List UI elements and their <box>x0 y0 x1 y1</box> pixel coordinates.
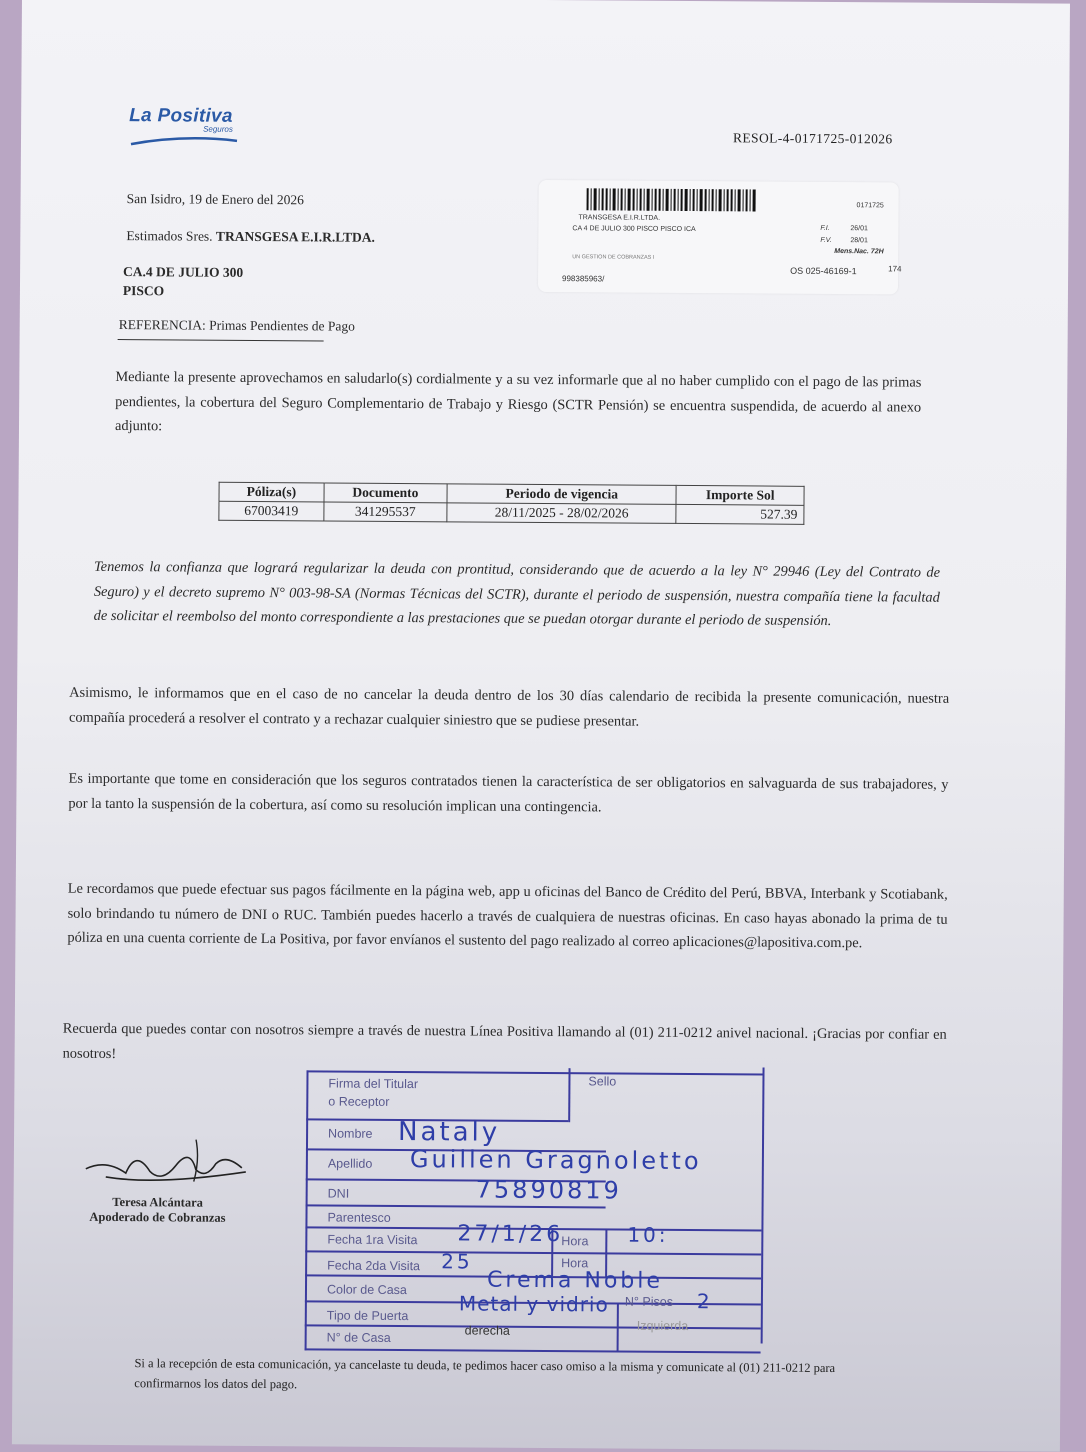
resolution-code: RESOL-4-0171725-012026 <box>732 130 893 147</box>
cell-importe: 527.39 <box>676 504 804 524</box>
paragraph-3: Es importante que tome en consideración que los seguros contratados tienen la característica de ser obligatorios en salvaguarda de sus trabajadores, y por la tanto la suspensión de la cobertura, así como su resolución implican una contingencia. <box>68 770 949 815</box>
handwritten-signature <box>66 1129 266 1200</box>
header-documento: Documento <box>324 483 448 503</box>
stamp-apellido-value: Guillen Gragnoletto <box>409 1145 702 1176</box>
header-importe: Importe Sol <box>676 485 804 505</box>
paragraph-1: Tenemos la confianza que logrará regularizar la deuda con prontitud, considerando que de acuerdo a la ley N° 29946 (Ley del Contrato de Seguro) y el decreto supremo N° 003-98-SA (Normas Técnicas del SCTR), durante el periodo de suspensión, nuestra compañía tiene la facultad de solicitar el reembolso del monto correspondiente a las prestaciones que se puedan otorgar durante el periodo de suspensión. <box>93 558 941 630</box>
label-fv-value: 28/01 <box>850 237 868 245</box>
stamp-hora1-label: Hora <box>561 1234 589 1249</box>
greeting-prefix: Estimados Sres. <box>126 228 213 244</box>
address-city: PISCO <box>122 283 165 299</box>
greeting <box>126 228 375 246</box>
signatory-name: Teresa Alcántara <box>112 1195 203 1210</box>
stamp-title-1: Firma del Titular <box>328 1076 419 1092</box>
label-address: CA 4 DE JULIO 300 PISCO PISCO ICA <box>572 225 696 234</box>
table-row <box>219 501 804 524</box>
stamp-visita2-label: Fecha 2da Visita <box>327 1258 421 1274</box>
stamp-puerta-value: Metal y vidrio <box>458 1291 609 1317</box>
receipt-stamp <box>304 1064 774 1367</box>
logo-sub: Seguros <box>203 124 233 134</box>
label-dept: UN GESTION DE COBRANZAS I <box>572 254 655 261</box>
stamp-dni-value: 75890819 <box>475 1175 622 1205</box>
stamp-parentesco-label: Parentesco <box>327 1210 391 1225</box>
footer-note: Si a la recepción de esta comunicación, ya cancelaste tu deuda, te pedimos hacer caso omiso a la misma y comunicate al (01) 211-0212 para confirmarnos los datos del pago. <box>134 1356 836 1392</box>
cell-periodo: 28/11/2025 - 28/02/2026 <box>447 503 676 524</box>
stamp-hora1-value: 10: <box>627 1222 669 1247</box>
cell-documento: 341295537 <box>324 502 448 522</box>
stamp-apellido-label: Apellido <box>327 1156 373 1171</box>
stamp-dni-label: DNI <box>327 1186 350 1201</box>
intro-paragraph: Mediante la presente aprovechamos en saludarlo(s) cordialmente y a su vez informarle que al no haber cumplido con el pago de las primas pendientes, la cobertura del Seguro Complementario de Trabajo y Riesgo (SCTR Pensión) se encuentra suspendida, de acuerdo al anexo adjunto: <box>114 369 922 435</box>
stamp-pisos-value: 2 <box>696 1289 713 1314</box>
header-periodo: Periodo de vigencia <box>447 484 676 505</box>
stamp-color-label: Color de Casa <box>326 1282 407 1298</box>
address-street: CA.4 DE JULIO 300 <box>123 264 244 280</box>
logo-swoosh-icon <box>129 136 239 147</box>
stamp-derecha: derecha <box>464 1323 510 1338</box>
stamp-izquierda: Izquierda <box>636 1318 689 1334</box>
label-company: TRANSGESA E.I.R.LTDA. <box>578 214 661 222</box>
place-date: San Isidro, 19 de Enero del 2026 <box>126 191 304 208</box>
stamp-visita2-value: 25 <box>441 1249 473 1274</box>
cell-poliza: 67003419 <box>219 501 324 521</box>
label-fi-value: 26/01 <box>850 225 868 233</box>
paragraph-2: Asimismo, le informamos que en el caso de no cancelar la deuda dentro de los 30 días calendario de recibida la presente comunicación, nuestra compañía procederá a resolver el contrato y a rechazar cualquier siniestro que se pudiese presentar. <box>68 684 950 730</box>
stamp-color-value: Crema Noble <box>486 1267 664 1294</box>
stamp-sello: Sello <box>588 1074 617 1089</box>
label-fi-label: F.I. <box>820 224 830 232</box>
barcode-icon <box>587 188 773 211</box>
label-os-num: 174 <box>888 264 902 274</box>
label-os: OS 025-46169-1 <box>790 265 857 277</box>
stamp-casa-label: N° de Casa <box>326 1330 391 1345</box>
stamp-puerta-label: Tipo de Puerta <box>326 1308 409 1324</box>
logo-name: La Positiva <box>129 105 233 127</box>
header-poliza: Póliza(s) <box>219 482 324 502</box>
stamp-visita1-label: Fecha 1ra Visita <box>327 1232 418 1248</box>
label-phone: 998385963/ <box>562 274 605 284</box>
stamp-visita1-value: 27/1/26 <box>457 1221 564 1248</box>
greeting-company: TRANSGESA E.I.R.LTDA. <box>215 228 375 245</box>
reference-underline <box>118 339 324 341</box>
label-code: 0171725 <box>856 202 884 210</box>
label-mens: Mens.Nac. 72H <box>834 248 884 256</box>
stamp-nombre-value: Nataly <box>397 1116 501 1148</box>
signature-block <box>83 1195 231 1226</box>
stamp-nombre-label: Nombre <box>328 1126 373 1141</box>
stamp-pisos-label: N° Pisos <box>624 1294 674 1309</box>
stamp-hora2-label: Hora <box>561 1256 589 1271</box>
paragraph-5: Recuerda que puedes contar con nosotros siempre a través de nuestra Línea Positiva llamando al (01) 211-0212 anivel nacional. ¡Gracias por confiar en nosotros! <box>62 1020 947 1062</box>
policy-table <box>218 482 804 525</box>
reference-line: REFERENCIA: Primas Pendientes de Pago <box>118 317 356 334</box>
company-logo <box>129 105 239 152</box>
stamp-title-2: o Receptor <box>328 1094 390 1109</box>
letter-sheet <box>12 0 1070 1452</box>
paragraph-4: Le recordamos que puede efectuar sus pagos fácilmente en la página web, app u oficinas del Banco de Crédito del Perú, BBVA, Interbank y Scotiabank, solo brindando tu número de DNI o RUC. También puedes hacerlo a través de cualquiera de nuestras oficinas. En caso hayas abonado la prima de tu póliza en una cuenta corriente de La Positiva, por favor envíanos el sustento del pago realizado al correo aplicaciones@lapositiva.com.pe. <box>67 880 948 952</box>
mailing-label <box>538 180 902 295</box>
signatory-role: Apoderado de Cobranzas <box>89 1209 226 1225</box>
label-fv-label: F.V. <box>820 236 832 245</box>
